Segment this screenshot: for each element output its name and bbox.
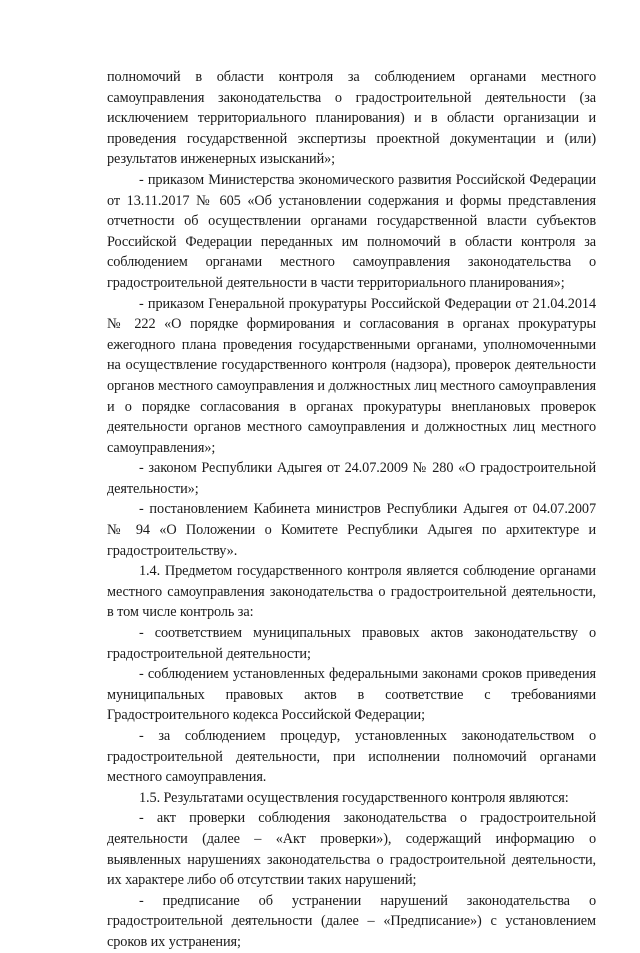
paragraph-order-prosecutor-general: - приказом Генеральной прокуратуры Российской Федерации от 21.04.2014 № 222 «О порядке формирования и согласования в органах прокуратуры ежегодного плана проведения государственными органами, уполномоченными на осуществление государственного контроля (надзора), проверок деятельности органов местного самоуправления и должностных лиц местного самоуправления и о порядке согласования в органах прокуратуры внеплановых проверок деятельности органов местного самоуправления и должностных лиц местного самоуправления»; <box>107 295 596 456</box>
document-body <box>107 67 596 953</box>
paragraph-continuation: полномочий в области контроля за соблюдением органами местного самоуправления законодательства о градостроительной деятельности (за исключением территориального планирования) и в области организации и проведения государственной экспертизы проектной документации и (или) результатов инженерных изысканий»; <box>107 69 596 168</box>
paragraph-control-item-1: - соответствием муниципальных правовых актов законодательству о градостроительной деятельности; <box>107 625 596 662</box>
paragraph-law-adygea: - законом Республики Адыгея от 24.07.2009 № 280 «О градостроительной деятельности»; <box>107 460 596 497</box>
paragraph-result-act: - акт проверки соблюдения законодательства о градостроительной деятельности (далее – «Акт проверки»), содержащий информацию о выявленных нарушениях законодательства о градостроительной деятельности, их характере либо об отсутствии таких нарушений; <box>107 810 596 889</box>
paragraph-resolution-cabinet: - постановлением Кабинета министров Республики Адыгея от 04.07.2007 № 94 «О Положении о Комитете Республики Адыгея по архитектуре и градостроительству». <box>107 501 596 559</box>
paragraph-control-item-3: - за соблюдением процедур, установленных законодательством о градостроительной деятельности, при исполнении полномочий органами местного самоуправления. <box>107 728 596 786</box>
paragraph-section-1-5: 1.5. Результатами осуществления государственного контроля являются: <box>139 789 569 806</box>
paragraph-control-item-2: - соблюдением установленных федеральными законами сроков приведения муниципальных правовых актов в соответствие с требованиями Градостроительного кодекса Российской Федерации; <box>107 666 596 724</box>
paragraph-section-1-4: 1.4. Предметом государственного контроля является соблюдение органами местного самоуправления законодательства о градостроительной деятельности, в том числе контроль за: <box>107 563 596 621</box>
paragraph-result-prescription: - предписание об устранении нарушений законодательства о градостроительной деятельности (далее – «Предписание») с установлением сроков их устранения; <box>107 892 596 950</box>
paragraph-order-mineconomrazvitiya: - приказом Министерства экономического развития Российской Федерации от 13.11.2017 № 605 «Об установлении содержания и формы представления отчетности об осуществлении органами государственной власти субъектов Российской Федерации переданных им полномочий в области контроля за соблюдением органами местного самоуправления законодательства о градостроительной деятельности в части территориального планирования»; <box>107 171 596 291</box>
